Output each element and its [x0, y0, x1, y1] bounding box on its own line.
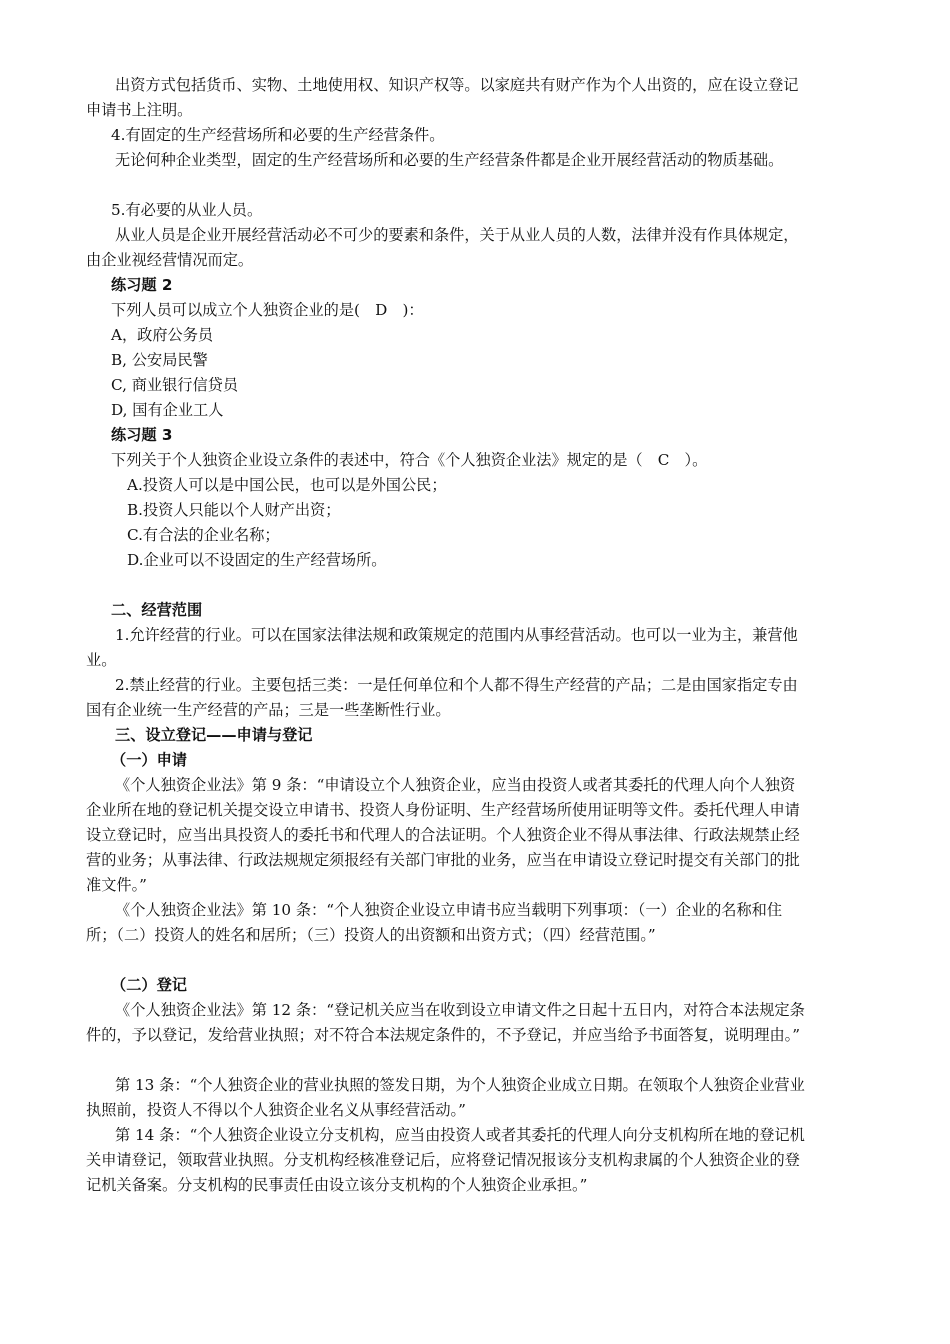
exercise-3-option-c: C.有合法的企业名称；: [127, 526, 280, 544]
subsection-application-heading: （一）申请: [111, 751, 187, 769]
exercise-3-option-a: A.投资人可以是中国公民，也可以是外国公民；: [127, 476, 447, 494]
paragraph-permitted-industries: 1.允许经营的行业。可以在国家法律法规和政策规定的范围内从事经营活动。也可以一业为主，兼营他业。: [86, 626, 798, 669]
exercise-3-question: 下列关于个人独资企业设立条件的表述中，符合《个人独资企业法》规定的是（ C ）。: [111, 451, 708, 469]
section-3-heading: 三、设立登记——申请与登记: [115, 726, 313, 744]
article-14-text: 第 14 条：“个人独资企业设立分支机构，应当由投资人或者其委托的代理人向分支机构所在地的登记机关申请登记，领取营业执照。分支机构经核准登记后，应将登记情况报该分支机构隶属的个人独资企业的登记机关备案。分支机构的民事责任由设立该分支机构的个人独资企业承担。”: [86, 1126, 805, 1194]
exercise-2-option-c: C, 商业银行信贷员: [111, 376, 239, 394]
condition-item-4: 4.有固定的生产经营场所和必要的生产经营条件。: [111, 126, 445, 144]
exercise-2-option-a: A，政府公务员: [111, 326, 214, 344]
condition-item-5: 5.有必要的从业人员。: [111, 201, 263, 219]
article-10-text: 《个人独资企业法》第 10 条：“个人独资企业设立申请书应当载明下列事项：（一）企业的名称和住所；（二）投资人的姓名和居所；（三）投资人的出资额和出资方式；（四）经营范围。”: [86, 901, 783, 944]
paragraph-business-premises: 无论何种企业类型，固定的生产经营场所和必要的生产经营条件都是企业开展经营活动的物质基础。: [115, 151, 784, 169]
exercise-2-option-d: D, 国有企业工人: [111, 401, 224, 419]
exercise-2-title: 练习题 2: [111, 276, 173, 294]
paragraph-capital-contribution: 出资方式包括货币、实物、土地使用权、知识产权等。以家庭共有财产作为个人出资的，应在设立登记申请书上注明。: [86, 76, 799, 119]
exercise-2-question: 下列人员可以成立个人独资企业的是( D )：: [111, 301, 424, 319]
article-13-text: 第 13 条：“个人独资企业的营业执照的签发日期，为个人独资企业成立日期。在领取个人独资企业营业执照前，投资人不得以个人独资企业名义从事经营活动。”: [86, 1076, 805, 1119]
exercise-3-option-b: B.投资人只能以个人财产出资；: [127, 501, 341, 519]
exercise-3-title: 练习题 3: [111, 426, 173, 444]
article-12-text: 《个人独资企业法》第 12 条：“登记机关应当在收到设立申请文件之日起十五日内，对符合本法规定条件的，予以登记，发给营业执照；对不符合本法规定条件的，不予登记，并应当给予书面答复，说明理由。”: [86, 1001, 805, 1044]
paragraph-prohibited-industries: 2.禁止经营的行业。主要包括三类：一是任何单位和个人都不得生产经营的产品；二是由国家指定专由国有企业统一生产经营的产品；三是一些垄断性行业。: [86, 676, 798, 719]
paragraph-employees: 从业人员是企业开展经营活动必不可少的要素和条件，关于从业人员的人数，法律并没有作具体规定，由企业视经营情况而定。: [86, 226, 799, 269]
section-2-heading: 二、经营范围: [111, 601, 203, 619]
exercise-2-option-b: B, 公安局民警: [111, 351, 208, 369]
exercise-3-option-d: D.企业可以不设固定的生产经营场所。: [127, 551, 387, 569]
article-9-text: 《个人独资企业法》第 9 条：“申请设立个人独资企业，应当由投资人或者其委托的代理人向个人独资企业所在地的登记机关提交设立申请书、投资人身份证明、生产经营场所使用证明等文件。委托代理人申请设立登记时，应当出具投资人的委托书和代理人的合法证明。个人独资企业不得从事法律、行政法规禁止经营的业务；从事法律、行政法规规定须报经有关部门审批的业务，应当在申请设立登记时提交有关部门的批准文件。”: [86, 776, 800, 894]
subsection-registration-heading: （二）登记: [111, 976, 187, 994]
